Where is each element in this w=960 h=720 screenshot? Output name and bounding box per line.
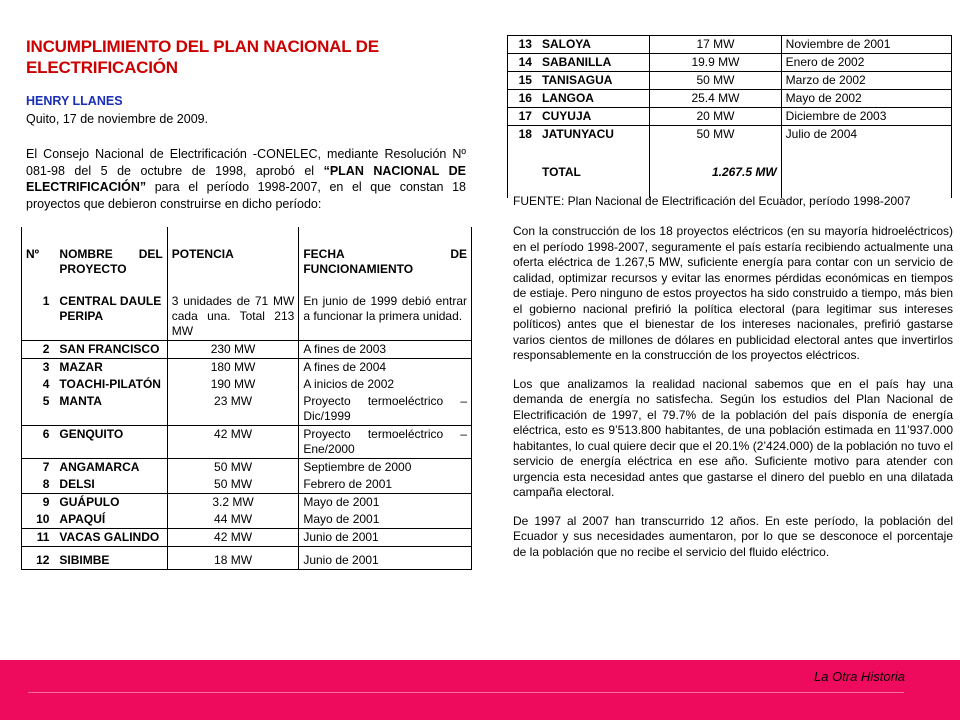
row-date: A fines de 2004 xyxy=(303,360,387,374)
row-power: 18 MW xyxy=(167,547,299,570)
table-row xyxy=(22,494,472,512)
author-name: HENRY LLANES xyxy=(26,94,123,108)
projects-table-right xyxy=(507,35,952,198)
total-spacer xyxy=(508,143,538,198)
row-project-name: DELSI xyxy=(55,476,167,494)
row-date: Junio de 2001 xyxy=(299,547,472,570)
row-power: 20 MW xyxy=(650,108,781,126)
table-row xyxy=(508,54,952,72)
row-power: 23 MW xyxy=(167,393,299,426)
table-row xyxy=(22,293,472,341)
total-value: 1.267.5 MW xyxy=(650,143,781,198)
row-date: Septiembre de 2000 xyxy=(303,460,412,474)
paragraph: De 1997 al 2007 han transcurrido 12 años. En este período, la población del Ecuador y sus necesidades aumentaron, por lo que se desconoce el porcentaje de la población que no recibe el servicio del fluido eléctrico. xyxy=(513,513,953,559)
row-project-name: JATUNYACU xyxy=(538,126,650,144)
row-number: 8 xyxy=(22,476,56,494)
row-project-name: SABANILLA xyxy=(538,54,650,72)
row-date: A fines de 2003 xyxy=(299,341,472,359)
row-number: 13 xyxy=(508,36,538,54)
row-power: 50 MW xyxy=(167,459,299,477)
paragraph: Los que analizamos la realidad nacional sabemos que en el país hay una demanda de energía no satisfecha. Según los estudios del Plan Nacional de Electrificación de 1997, el 79.7% de la población del país disponía de energía eléctrica, esto es 9’513.800 habitantes, de una población estimada en 11’937.000 habitantes, lo cual quiere decir que el 20.1% (2’424.000) de la población no tuvo el servicio de energía eléctrica en ese año. Suficiente motivo para atender con urgencia esta necesidad antes que gastarse el dinero del pueblo en una dilatada campaña electoral. xyxy=(513,376,953,499)
row-date: Mayo de 2002 xyxy=(781,90,951,108)
row-number: 11 xyxy=(22,529,56,547)
row-project-name: GUÁPULO xyxy=(55,494,167,512)
row-date: Noviembre de 2001 xyxy=(781,36,951,54)
table-row xyxy=(22,511,472,529)
row-power: 44 MW xyxy=(167,511,299,529)
page-title: INCUMPLIMIENTO DEL PLAN NACIONAL DE ELECTRIFICACIÓN xyxy=(26,37,379,77)
row-power: 42 MW xyxy=(167,529,299,547)
table-row xyxy=(22,529,472,547)
row-project-name: SALOYA xyxy=(538,36,650,54)
row-number: 2 xyxy=(22,341,56,359)
table-row xyxy=(22,476,472,494)
row-project-name: LANGOA xyxy=(538,90,650,108)
table-row xyxy=(22,547,472,570)
row-power: 25.4 MW xyxy=(650,90,781,108)
row-number: 6 xyxy=(22,426,56,459)
row-project-name: MANTA xyxy=(55,393,167,426)
source-note: FUENTE: Plan Nacional de Electrificación del Ecuador, período 1998-2007 xyxy=(513,194,911,208)
table-row xyxy=(22,376,472,393)
row-date: Diciembre de 2003 xyxy=(781,108,951,126)
total-date-spacer xyxy=(781,143,951,198)
row-project-name: APAQUÍ xyxy=(55,511,167,529)
row-project-name: CUYUJA xyxy=(538,108,650,126)
body-paragraphs xyxy=(513,224,953,573)
intro-plan-name: “PLAN NACIONAL DE ELECTRIFICACIÓN” xyxy=(26,163,466,194)
table-row xyxy=(22,459,472,477)
table-row xyxy=(22,426,472,459)
row-date: A inicios de 2002 xyxy=(303,377,395,391)
row-number: 17 xyxy=(508,108,538,126)
row-date: Febrero de 2001 xyxy=(299,476,472,494)
table-header-row xyxy=(22,227,472,293)
row-date: En junio de 1999 debió entrar a funcionar la primera unidad. xyxy=(299,293,472,341)
footer-divider xyxy=(28,692,904,693)
row-project-name: CENTRAL DAULE PERIPA xyxy=(55,293,167,341)
row-number: 10 xyxy=(22,511,56,529)
row-power: 190 MW xyxy=(167,376,299,393)
row-power: 3.2 MW xyxy=(167,494,299,512)
row-power: 17 MW xyxy=(650,36,781,54)
row-project-name: ANGAMARCA xyxy=(55,459,167,477)
row-number: 4 xyxy=(42,377,50,391)
row-project-name: SIBIMBE xyxy=(55,547,167,570)
row-project-name: TOACHI-PILATÓN xyxy=(55,376,167,393)
header-project-name: NOMBRE DEL PROYECTO xyxy=(55,227,167,293)
table-row xyxy=(508,72,952,90)
intro-text-2: para el período 1998-2007, en el que constan 18 proyectos que debieron construirse en dicho período: xyxy=(26,180,466,211)
row-power: 42 MW xyxy=(167,426,299,459)
row-date: Marzo de 2002 xyxy=(781,72,951,90)
row-power: 19.9 MW xyxy=(650,54,781,72)
row-project-name: VACAS GALINDO xyxy=(55,529,167,547)
header-power: POTENCIA xyxy=(167,227,299,293)
table-row xyxy=(22,393,472,426)
row-number: 7 xyxy=(42,460,50,474)
row-power: 180 MW xyxy=(167,359,299,377)
row-project-name: GENQUITO xyxy=(55,426,167,459)
row-power: 50 MW xyxy=(167,476,299,494)
row-power: 50 MW xyxy=(650,72,781,90)
total-row xyxy=(508,143,952,198)
table-row xyxy=(22,359,472,377)
row-number: 12 xyxy=(22,547,56,570)
intro-text-1: El Consejo Nacional de Electrificación -CONELEC, mediante Resolución Nº 081-98 del 5 de octubre de 1998, aprobó el xyxy=(26,147,466,178)
row-date: Enero de 2002 xyxy=(781,54,951,72)
table-row xyxy=(508,126,952,144)
paragraph: Con la construcción de los 18 proyectos eléctricos (en su mayoría hidroeléctricos) en el período 1998-2007, seguramente el país estaría recibiendo actualmente una oferta eléctrica de 1.267,5 MW, suficiente energía para contar con un servicio de calidad, optimizar recursos y evitar las enormes pérdidas económicas en tiempos de estiaje. Pero ninguno de estos proyectos ha sido construido a tiempo, más bien el gobierno nacional prefirió la política electoral (para legitimar sus intereses políticos) antes que el bienestar de los intereses nacionales, prefirió gastarse varios cientos de millones de dólares en publicidad electoral antes que invertirlos responsablemente en la construcción de los proyectos eléctricos. xyxy=(513,224,953,362)
row-date: Julio de 2004 xyxy=(785,127,858,141)
table-row xyxy=(508,36,952,54)
header-operation-date: FECHA DE FUNCIONAMIENTO xyxy=(303,247,467,276)
intro-paragraph xyxy=(26,146,466,212)
row-number: 5 xyxy=(22,393,56,426)
row-project-name: MAZAR xyxy=(55,359,167,377)
row-date: Junio de 2001 xyxy=(299,529,472,547)
row-date: Proyecto termoeléctrico – Ene/2000 xyxy=(299,426,472,459)
table-row xyxy=(508,108,952,126)
table-row xyxy=(22,341,472,359)
row-power: 50 MW xyxy=(650,126,781,144)
header-number: Nº xyxy=(26,247,40,261)
row-project-name: SAN FRANCISCO xyxy=(55,341,167,359)
row-number: 1 xyxy=(22,293,56,341)
row-date: Mayo de 2001 xyxy=(299,511,472,529)
row-number: 14 xyxy=(508,54,538,72)
row-date: Mayo de 2001 xyxy=(303,495,380,509)
row-number: 9 xyxy=(42,495,50,509)
row-power: 3 unidades de 71 MW cada una. Total 213 MW xyxy=(167,293,299,341)
projects-table-left xyxy=(21,227,472,570)
row-power: 230 MW xyxy=(167,341,299,359)
row-number: 18 xyxy=(518,127,532,141)
row-date: Proyecto termoeléctrico – Dic/1999 xyxy=(299,393,472,426)
row-number: 15 xyxy=(508,72,538,90)
row-number: 16 xyxy=(508,90,538,108)
footer-label: La Otra Historia xyxy=(814,669,906,684)
total-label: TOTAL xyxy=(538,143,650,198)
row-project-name: TANISAGUA xyxy=(538,72,650,90)
dateline: Quito, 17 de noviembre de 2009. xyxy=(26,112,209,126)
table-row xyxy=(508,90,952,108)
row-number: 3 xyxy=(42,360,50,374)
